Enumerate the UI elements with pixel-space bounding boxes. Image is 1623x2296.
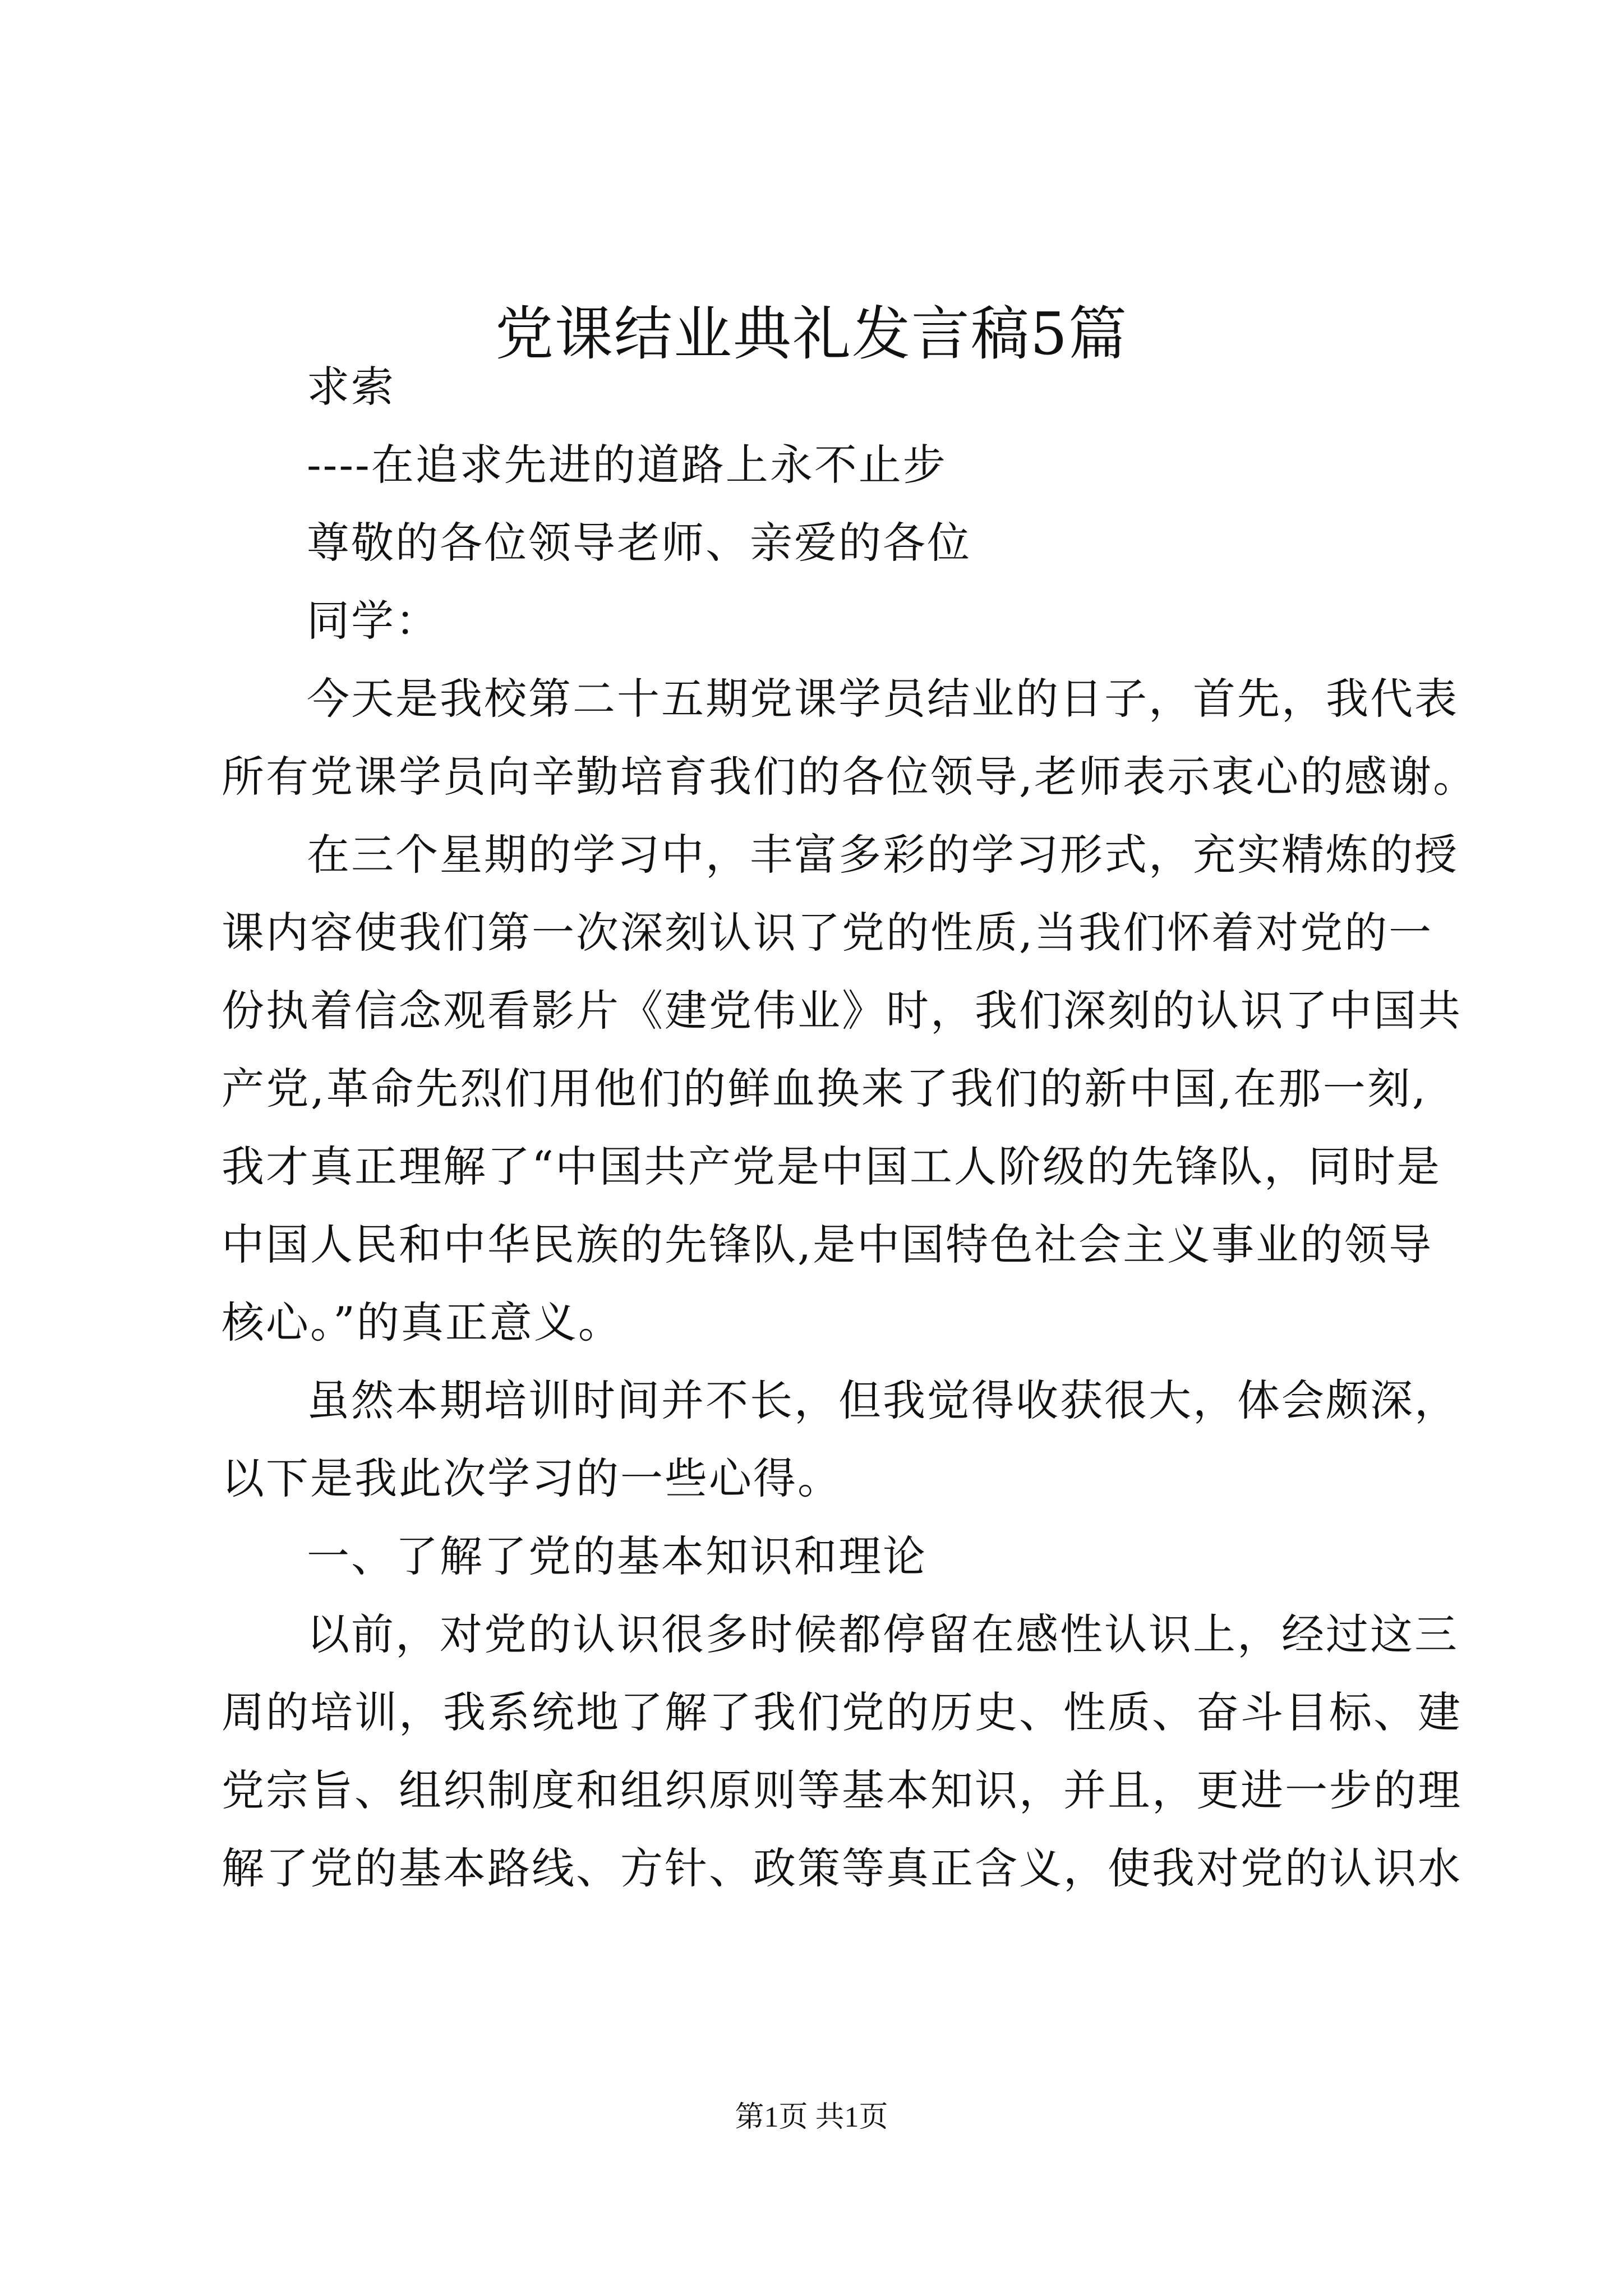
body-line: 份执着信念观看影片《建党伟业》时，我们深刻的认识了中国共 [222,986,1462,1036]
body-line: 虽然本期培训时间并不长，但我觉得收获很大，体会颇深， [307,1375,1459,1425]
body-line: 同学： [307,596,440,646]
document-title: 党课结业典礼发言稿5篇 [495,300,1128,368]
body-line: 周的培训，我系统地了解了我们党的历史、性质、奋斗目标、建 [222,1687,1462,1737]
body-line: 求索 [307,362,395,412]
body-line: 中国人民和中华民族的先锋队,是中国特色社会主义事业的领导 [222,1220,1433,1269]
body-line: 今天是我校第二十五期党课学员结业的日子，首先，我代表 [307,674,1459,724]
page-number-footer: 第1页 共1页 [735,2101,888,2133]
body-line: 尊敬的各位领导老师、亲爱的各位 [307,518,971,568]
body-line: 以前，对党的认识很多时候都停留在感性认识上，经过这三 [307,1609,1459,1659]
body-line: 核心。”的真正意义。 [222,1297,623,1347]
body-line: 在三个星期的学习中，丰富多彩的学习形式，充实精炼的授 [307,830,1459,880]
body-line: 课内容使我们第一次深刻认识了党的性质,当我们怀着对党的一 [222,908,1433,958]
body-line: 党宗旨、组织制度和组织原则等基本知识，并且，更进一步的理 [222,1765,1462,1815]
body-line: ----在追求先进的道路上永不止步 [307,440,947,490]
body-line: 所有党课学员向辛勤培育我们的各位领导,老师表示衷心的感谢。 [222,752,1478,802]
body-line: 以下是我此次学习的一些心得。 [222,1453,842,1503]
section-heading: 一、了解了党的基本知识和理论 [307,1531,927,1581]
document-body [222,348,1478,1907]
body-line: 产党,革命先烈们用他们的鲜血换来了我们的新中国,在那一刻, [222,1064,1427,1114]
body-line: 我才真正理解了“中国共产党是中国工人阶级的先锋队，同时是 [222,1142,1441,1191]
body-line: 解了党的基本路线、方针、政策等真正含义，使我对党的认识水 [222,1843,1462,1893]
